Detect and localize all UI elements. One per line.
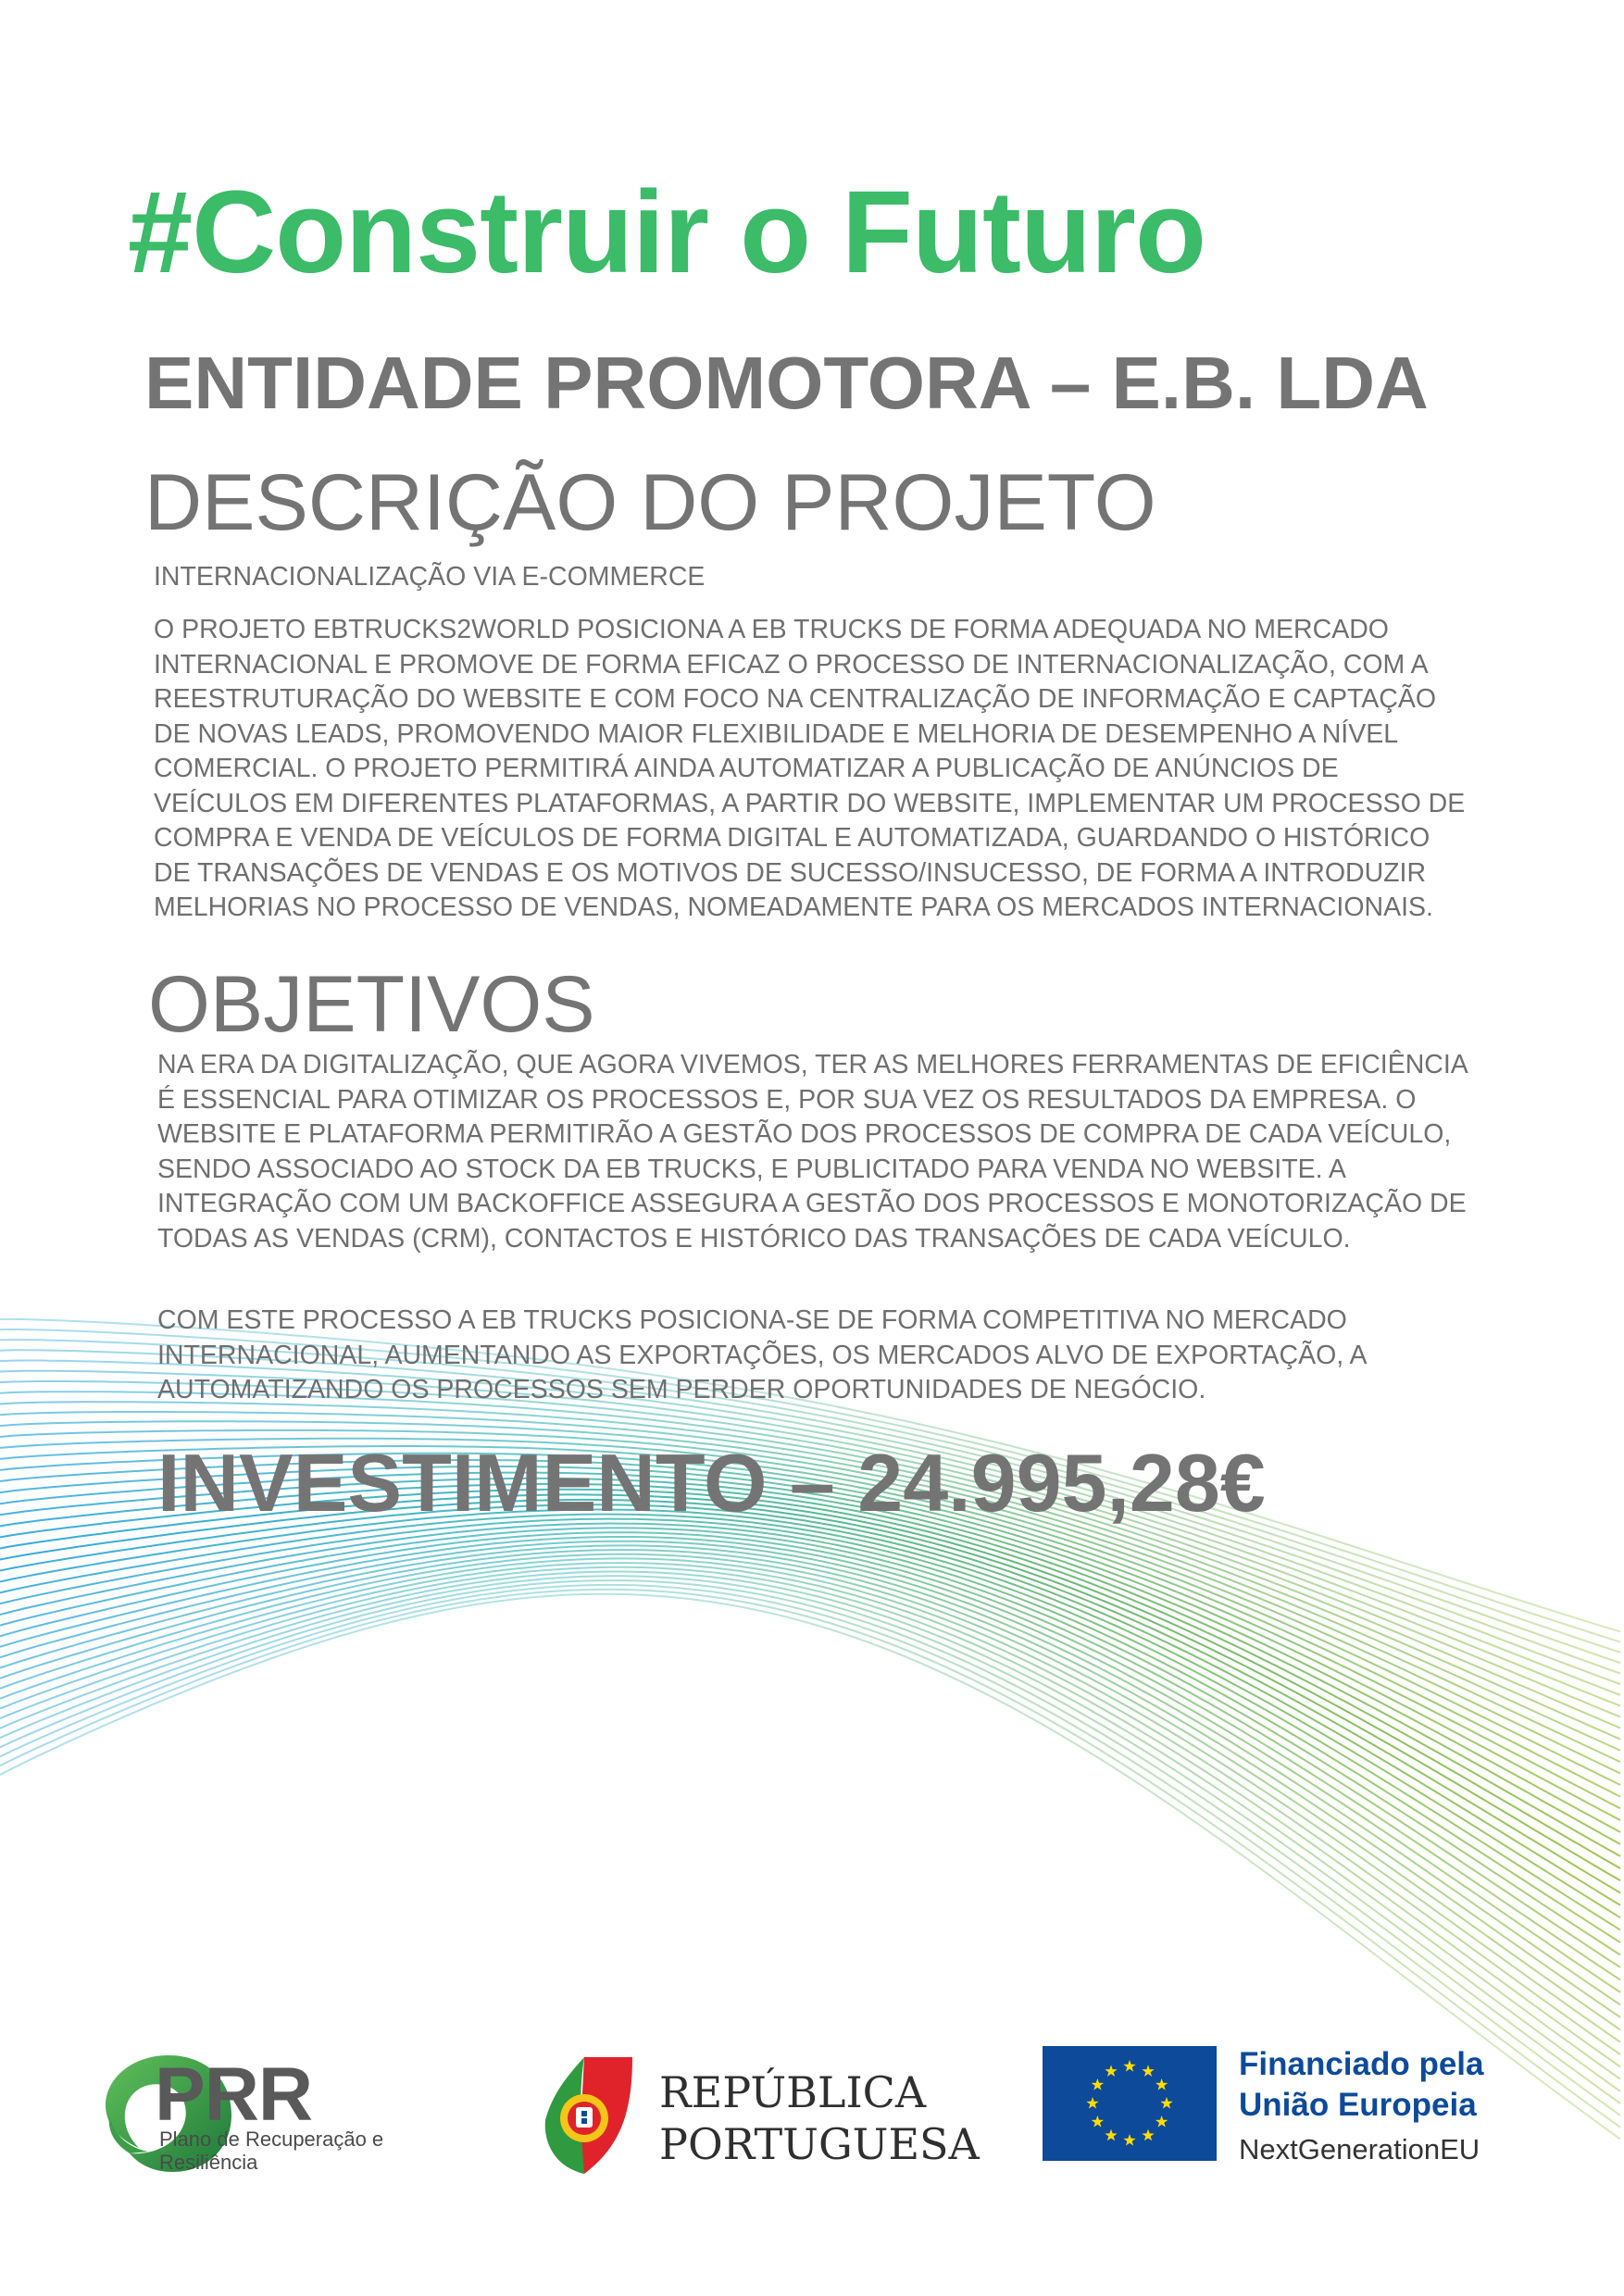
project-description-heading: DESCRIÇÃO DO PROJETO [144, 458, 1156, 547]
promoting-entity-heading: ENTIDADE PROMOTORA – E.B. LDA [144, 342, 1429, 424]
wave-line [0, 1381, 1620, 1695]
eu-funding-line-3: NextGenerationEU [1239, 2133, 1480, 2165]
objectives-heading: OBJETIVOS [148, 960, 595, 1049]
republica-line-2: PORTUGUESA [659, 2119, 980, 2169]
wave-line [0, 1524, 1620, 1943]
prr-logo-subtitle: Plano de Recuperação e Resiliência [159, 2128, 384, 2174]
project-subtitle: INTERNACIONALIZAÇÃO VIA E-COMMERCE [154, 562, 706, 592]
wave-line [0, 1537, 1620, 1980]
republica-line-1: REPÚBLICA [659, 2067, 927, 2117]
wave-line [0, 1572, 1620, 2082]
wave-line [0, 1585, 1620, 2115]
wave-line [0, 1580, 1620, 2103]
eu-funding-line-1: Financiado pela [1239, 2046, 1484, 2082]
objectives-paragraph-2: COM ESTE PROCESSO A EB TRUCKS POSICIONA-SE DE FORMA COMPETITIVA NO MERCADO INTERNACIONAL, AUMENTANDO AS EXPORTAÇÕES, OS MERCADOS ALVO DE EXPORTAÇÃO, A AUTOMATIZANDO OS PROCESSOS SEM PERDER OPORTUNIDADES DE NEGÓCIO. [157, 1305, 1366, 1404]
wave-line [0, 1576, 1620, 2091]
investment-amount: INVESTIMENTO – 24.995,28€ [157, 1437, 1266, 1529]
republica-portuguesa-text [659, 2066, 980, 2170]
wave-line [0, 1515, 1620, 1918]
wave-line [0, 1519, 1620, 1930]
project-description-text: O PROJETO EBTRUCKS2WORLD POSICIONA A EB TRUCKS DE FORMA ADEQUADA NO MERCADO INTERNACIONAL E PROMOVE DE FORMA EFICAZ O PROCESSO DE INTERNACIONALIZAÇÃO, COM A REESTRUTURAÇÃO DO WEBSITE E COM FOCO NA CENTRALIZAÇÃO DE INFORMAÇÃO E CAPTAÇÃO DE NOVAS LEADS, PROMOVENDO MAIOR FLEXIBILIDADE E MELHORIA DE DESEMPENHO A NÍVEL COMERCIAL. O PROJETO PERMITIRÁ AINDA AUTOMATIZAR A PUBLICAÇÃO DE ANÚNCIOS DE VEÍCULOS EM DIFERENTES PLATAFORMAS, A PARTIR DO WEBSITE, IMPLEMENTAR UM PROCESSO DE COMPRA E VENDA DE VEÍCULOS DE FORMA DIGITAL E AUTOMATIZADA, GUARDANDO O HISTÓRICO DE TRANSAÇÕES DE VENDAS E OS MOTIVOS DE SUCESSO/INSUCESSO, DE FORMA A INTRODUZIR MELHORIAS NO PROCESSO DE VENDAS, NOMEADAMENTE PARA OS MERCADOS INTERNACIONAIS. [154, 615, 1466, 922]
republica-portuguesa-emblem-icon [542, 2055, 634, 2176]
campaign-hashtag: #Construir o Futuro [128, 167, 1206, 297]
wave-line [0, 1567, 1620, 2067]
wave-line [0, 1479, 1620, 1832]
wave-line [0, 1558, 1620, 2041]
eu-funding-line-2: União Europeia [1239, 2087, 1477, 2123]
eu-flag-icon [1043, 2046, 1217, 2161]
wave-line [0, 1550, 1620, 2017]
wave-line [0, 1494, 1620, 1868]
wave-line [0, 1563, 1620, 2054]
wave-line [0, 1484, 1620, 1844]
wave-line [0, 1504, 1620, 1892]
wave-line [0, 1500, 1620, 1880]
prr-logo-title: PRR [155, 2053, 313, 2137]
objectives-paragraph-1: NA ERA DA DIGITALIZAÇÃO, QUE AGORA VIVEMOS, TER AS MELHORES FERRAMENTAS DE EFICIÊNCIA É ESSENCIAL PARA OTIMIZAR OS PROCESSOS E, POR SUA VEZ OS RESULTADOS DA EMPRESA. O WEBSITE E PLATAFORMA PERMITIRÃO A GESTÃO DOS PROCESSOS DE COMPRA DE CADA VEÍCULO, SENDO ASSOCIADO AO STOCK DA EB TRUCKS, E PUBLICITADO PARA VENDA NO WEBSITE. A INTEGRAÇÃO COM UM BACKOFFICE ASSEGURA A GESTÃO DOS PROCESSOS E MONOTORIZAÇÃO DE TODAS AS VENDAS (CRM), CONTACTOS E HISTÓRICO DAS TRANSAÇÕES DE CADA VEÍCULO. [157, 1050, 1468, 1254]
wave-line [0, 1528, 1620, 1954]
wave-line [0, 1532, 1620, 1967]
wave-line [0, 1554, 1620, 2030]
wave-line [0, 1541, 1620, 1992]
wave-line [0, 1510, 1620, 1905]
wave-line [0, 1490, 1620, 1856]
wave-line [0, 1545, 1620, 2004]
